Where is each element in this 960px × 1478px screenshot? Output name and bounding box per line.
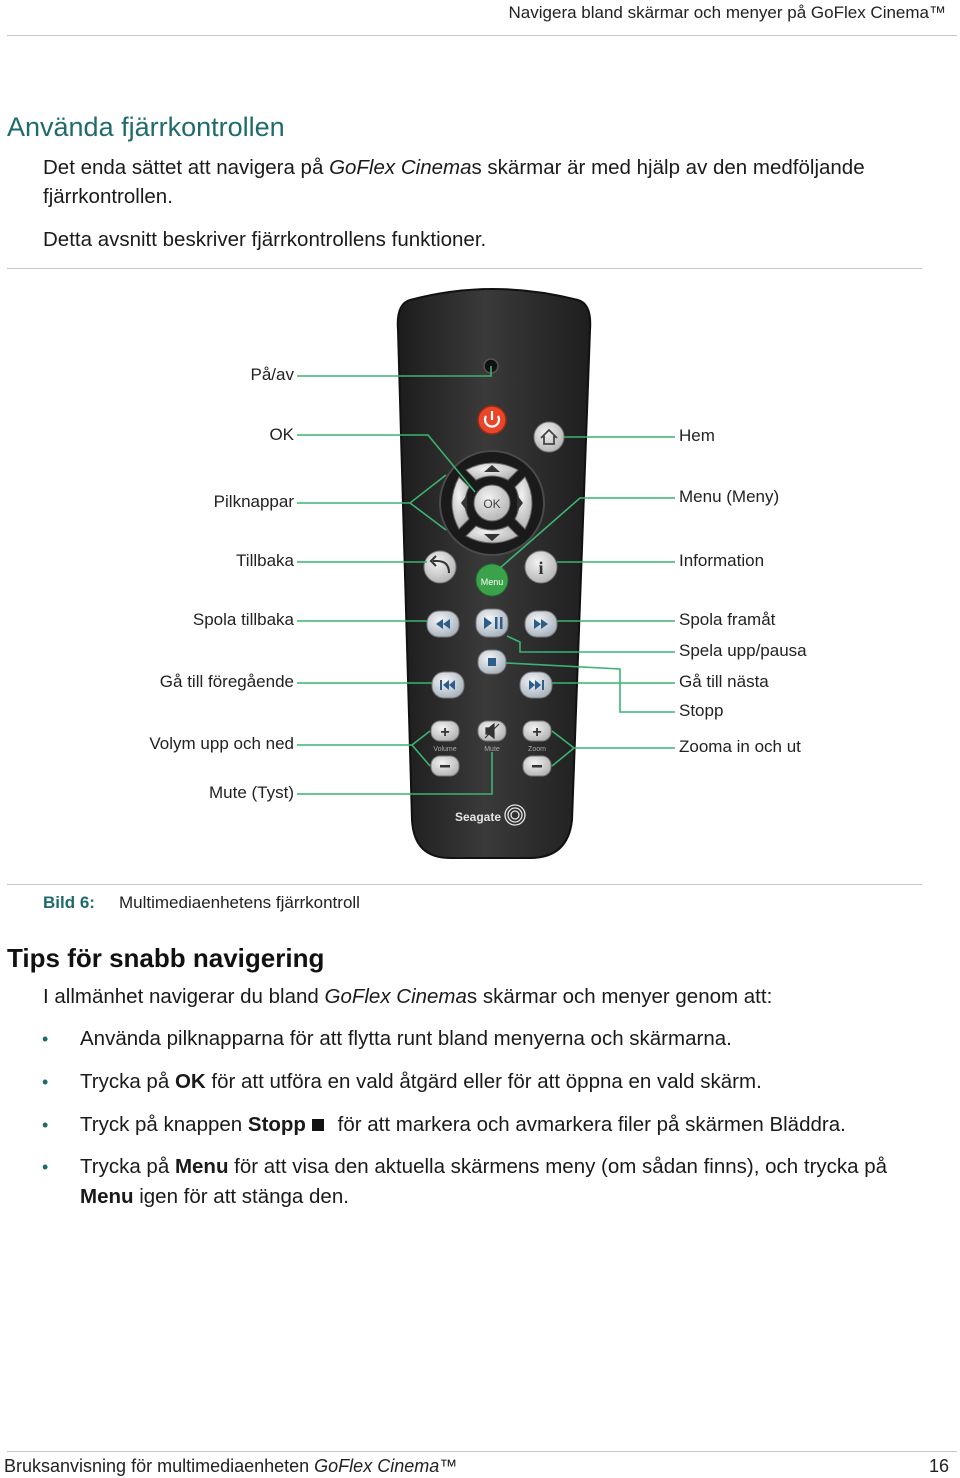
bullet-marker: • — [42, 1115, 49, 1135]
home-button — [534, 422, 564, 452]
tips-bullet-4: Trycka på Menu för att visa den aktuella skärmens meny (om sådan finns), och trycka på Menu igen för att stänga den. — [80, 1155, 888, 1208]
stop-icon — [488, 658, 496, 666]
info-icon: i — [538, 558, 544, 578]
tips-bullet-3: Tryck på knappen Stopp för att markera och avmarkera filer på skärmen Bläddra. — [80, 1113, 846, 1136]
footer-document-title: Bruksanvisning för multimediaenheten GoFlex Cinema™ — [4, 1456, 458, 1476]
menu-button-text: Menu — [480, 577, 504, 587]
figure-caption-label: Bild 6: — [43, 893, 95, 912]
zoom-text: Zoom — [528, 746, 546, 753]
label-mute: Mute (Tyst) — [208, 783, 294, 802]
label-next: Gå till nästa — [679, 672, 769, 691]
previous-icon — [440, 680, 442, 690]
label-volume: Volym upp och ned — [149, 734, 294, 753]
volume-text: Volume — [433, 746, 457, 753]
label-zoom: Zooma in och ut — [679, 737, 801, 756]
zoom-in-icon: + — [532, 724, 542, 741]
header-title: Navigera bland skärmar och menyer på GoFlex Cinema™ — [508, 3, 946, 22]
page-number: 16 — [928, 1456, 949, 1476]
label-arrows: Pilknappar — [213, 492, 294, 511]
back-button — [424, 551, 456, 583]
label-previous: Gå till föregående — [159, 672, 294, 691]
label-rewind: Spola tillbaka — [192, 610, 294, 629]
footer-rule — [7, 1451, 957, 1452]
bullet-marker: • — [42, 1157, 49, 1177]
intro-paragraph: Det enda sättet att navigera på GoFlex Cinemas skärmar är med hjälp av den medföljande — [43, 156, 865, 179]
figure-top-rule — [7, 268, 922, 269]
label-menu: Menu (Meny) — [679, 487, 780, 506]
label-power: På/av — [250, 365, 294, 384]
volume-up-icon: + — [440, 724, 450, 741]
label-home: Hem — [679, 426, 715, 445]
zoom-out-icon — [532, 765, 542, 768]
figure-caption-text: Multimediaenhetens fjärrkontroll — [119, 893, 360, 912]
stop-square-icon — [312, 1119, 324, 1131]
description-paragraph: Detta avsnitt beskriver fjärrkontrollens funktioner. — [43, 228, 487, 251]
volume-down-icon — [440, 765, 450, 768]
remote-control-figure — [0, 270, 960, 870]
tips-intro: I allmänhet navigerar du bland GoFlex Cinemas skärmar och menyer genom att: — [43, 985, 773, 1008]
figure-bottom-rule — [7, 884, 922, 885]
label-stop: Stopp — [679, 701, 724, 720]
tips-bullet-1: Använda pilknapparna för att flytta runt bland menyerna och skärmarna. — [80, 1027, 732, 1050]
label-info: Information — [679, 551, 765, 570]
intro-paragraph-line2: fjärrkontrollen. — [43, 185, 173, 208]
bullet-marker: • — [42, 1072, 49, 1092]
tips-bullet-2: Trycka på OK för att utföra en vald åtgärd eller för att öppna en vald skärm. — [80, 1070, 762, 1093]
mute-text: Mute — [484, 746, 500, 753]
section-title: Använda fjärrkontrollen — [7, 112, 285, 142]
label-play-pause: Spela upp/pausa — [679, 641, 807, 660]
tips-title: Tips för snabb navigering — [7, 943, 325, 973]
brand-logo-text: Seagate — [454, 810, 502, 824]
ok-button-text: OK — [483, 497, 501, 511]
header-rule — [7, 35, 957, 36]
label-ok: OK — [269, 425, 294, 444]
label-back: Tillbaka — [236, 551, 294, 570]
label-forward: Spola framåt — [679, 610, 776, 629]
bullet-marker: • — [42, 1029, 49, 1049]
